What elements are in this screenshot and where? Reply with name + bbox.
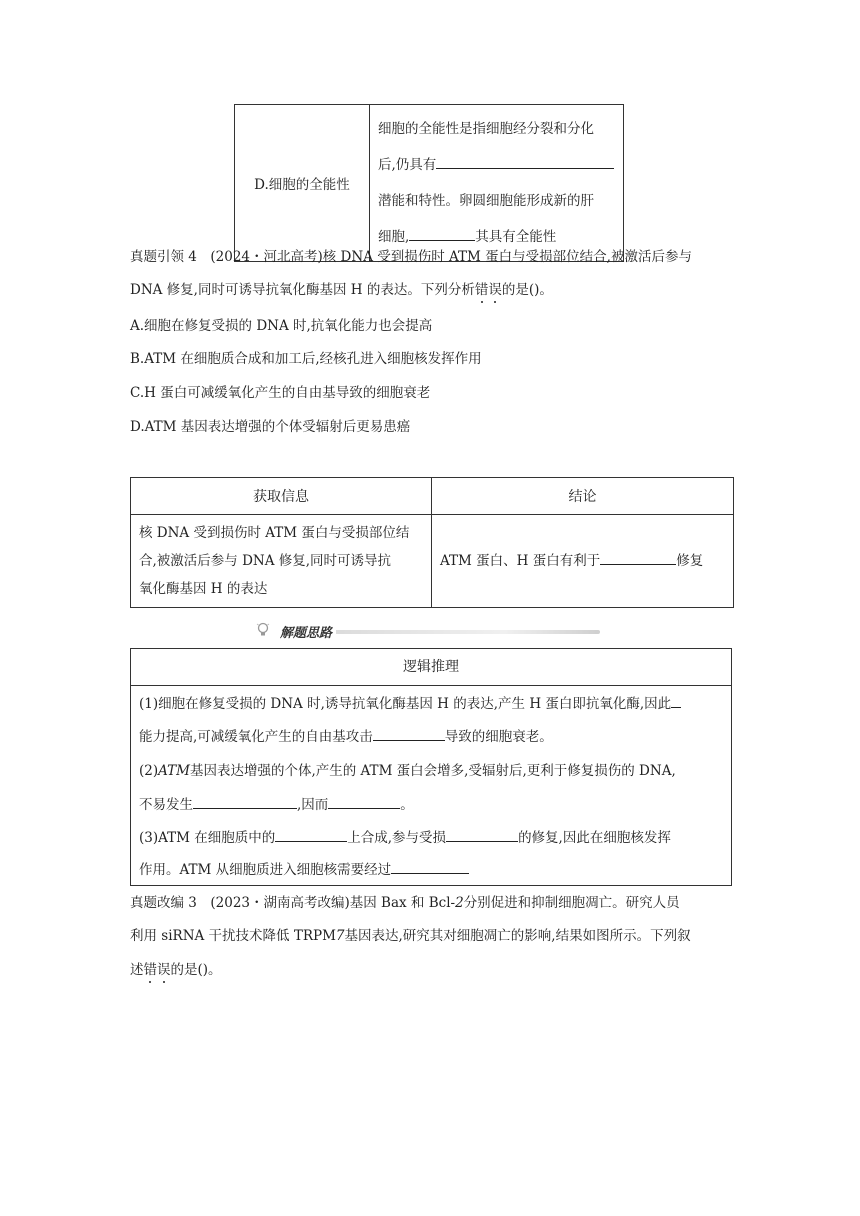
option-d: D.ATM 基因表达增强的个体受辐射后更易患癌: [130, 419, 411, 435]
option-a: A.细胞在修复受损的 DNA 时,抗氧化能力也会提高: [130, 318, 433, 334]
question-3-line-1: 真题改编 3 (2023・湖南高考改编)基因 Bax 和 Bcl-2分别促进和抑制细胞凋亡。研究人员: [130, 895, 680, 911]
question-3-line-2: 利用 siRNA 干扰技术降低 TRPM7基因表达,研究其对细胞凋亡的影响,结果如图所示。下列叙: [130, 928, 691, 944]
conclusion-header: 结论: [432, 478, 734, 515]
logic-reasoning-box: [130, 648, 732, 886]
option-b: B.ATM 在细胞质合成和加工后,经核孔进入细胞核发挥作用: [130, 351, 482, 367]
logic-p3-line2: 作用。ATM 从细胞质进入细胞核需要经过: [139, 859, 469, 880]
question-3-line-3: 述错误的是()。: [130, 962, 222, 978]
top-table-left-cell: D.细胞的全能性: [235, 105, 370, 262]
info-cell: 核 DNA 受到损伤时 ATM 蛋白与受损部位结 合,被激活后参与 DNA 修复,同时可诱导抗 氧化酶基因 H 的表达: [131, 515, 432, 608]
right-line-4: 细胞, 其具有全能性: [378, 219, 615, 255]
question-4-line-2: DNA 修复,同时可诱导抗氧化酶基因 H 的表达。下列分析错误的是()。: [130, 282, 553, 298]
right-line-2: 后,仍具有: [378, 147, 615, 183]
logic-p2-line2: 不易发生 ,因而 。: [139, 794, 414, 815]
top-table-right-cell: [370, 105, 624, 262]
logic-p1-line2: 能力提高,可减缓氧化产生的自由基攻击 导致的细胞衰老。: [139, 726, 553, 747]
right-line-1: 细胞的全能性是指细胞经分裂和分化: [378, 121, 594, 137]
info-header: 获取信息: [131, 478, 432, 515]
info-table: [130, 477, 734, 608]
solution-approach-banner: [256, 622, 600, 640]
question-4-line-1: 真题引领 4 (2024・河北高考)核 DNA 受到损伤时 ATM 蛋白与受损部位结合,被激活后参与: [130, 249, 692, 265]
logic-p3-line1: (3)ATM 在细胞质中的 上合成,参与受损 的修复,因此在细胞核发挥: [139, 827, 671, 848]
option-c: C.H 蛋白可减缓氧化产生的自由基导致的细胞衰老: [130, 385, 431, 401]
right-line-3: 潜能和特性。卵圆细胞能形成新的肝: [378, 193, 594, 209]
logic-p2-line1: (2)ATM基因表达增强的个体,产生的 ATM 蛋白会增多,受辐射后,更利于修复损伤的 DNA,: [139, 763, 676, 779]
top-table: [234, 104, 624, 262]
logic-header: 逻辑推理: [131, 649, 731, 686]
lightbulb-icon: [256, 622, 270, 638]
banner-label: 解题思路: [276, 622, 336, 641]
logic-p1-line1: (1)细胞在修复受损的 DNA 时,诱导抗氧化酶基因 H 的表达,产生 H 蛋白即抗氧化酶,因此: [139, 693, 681, 714]
conclusion-cell: ATM 蛋白、H 蛋白有利于 修复: [432, 515, 734, 608]
